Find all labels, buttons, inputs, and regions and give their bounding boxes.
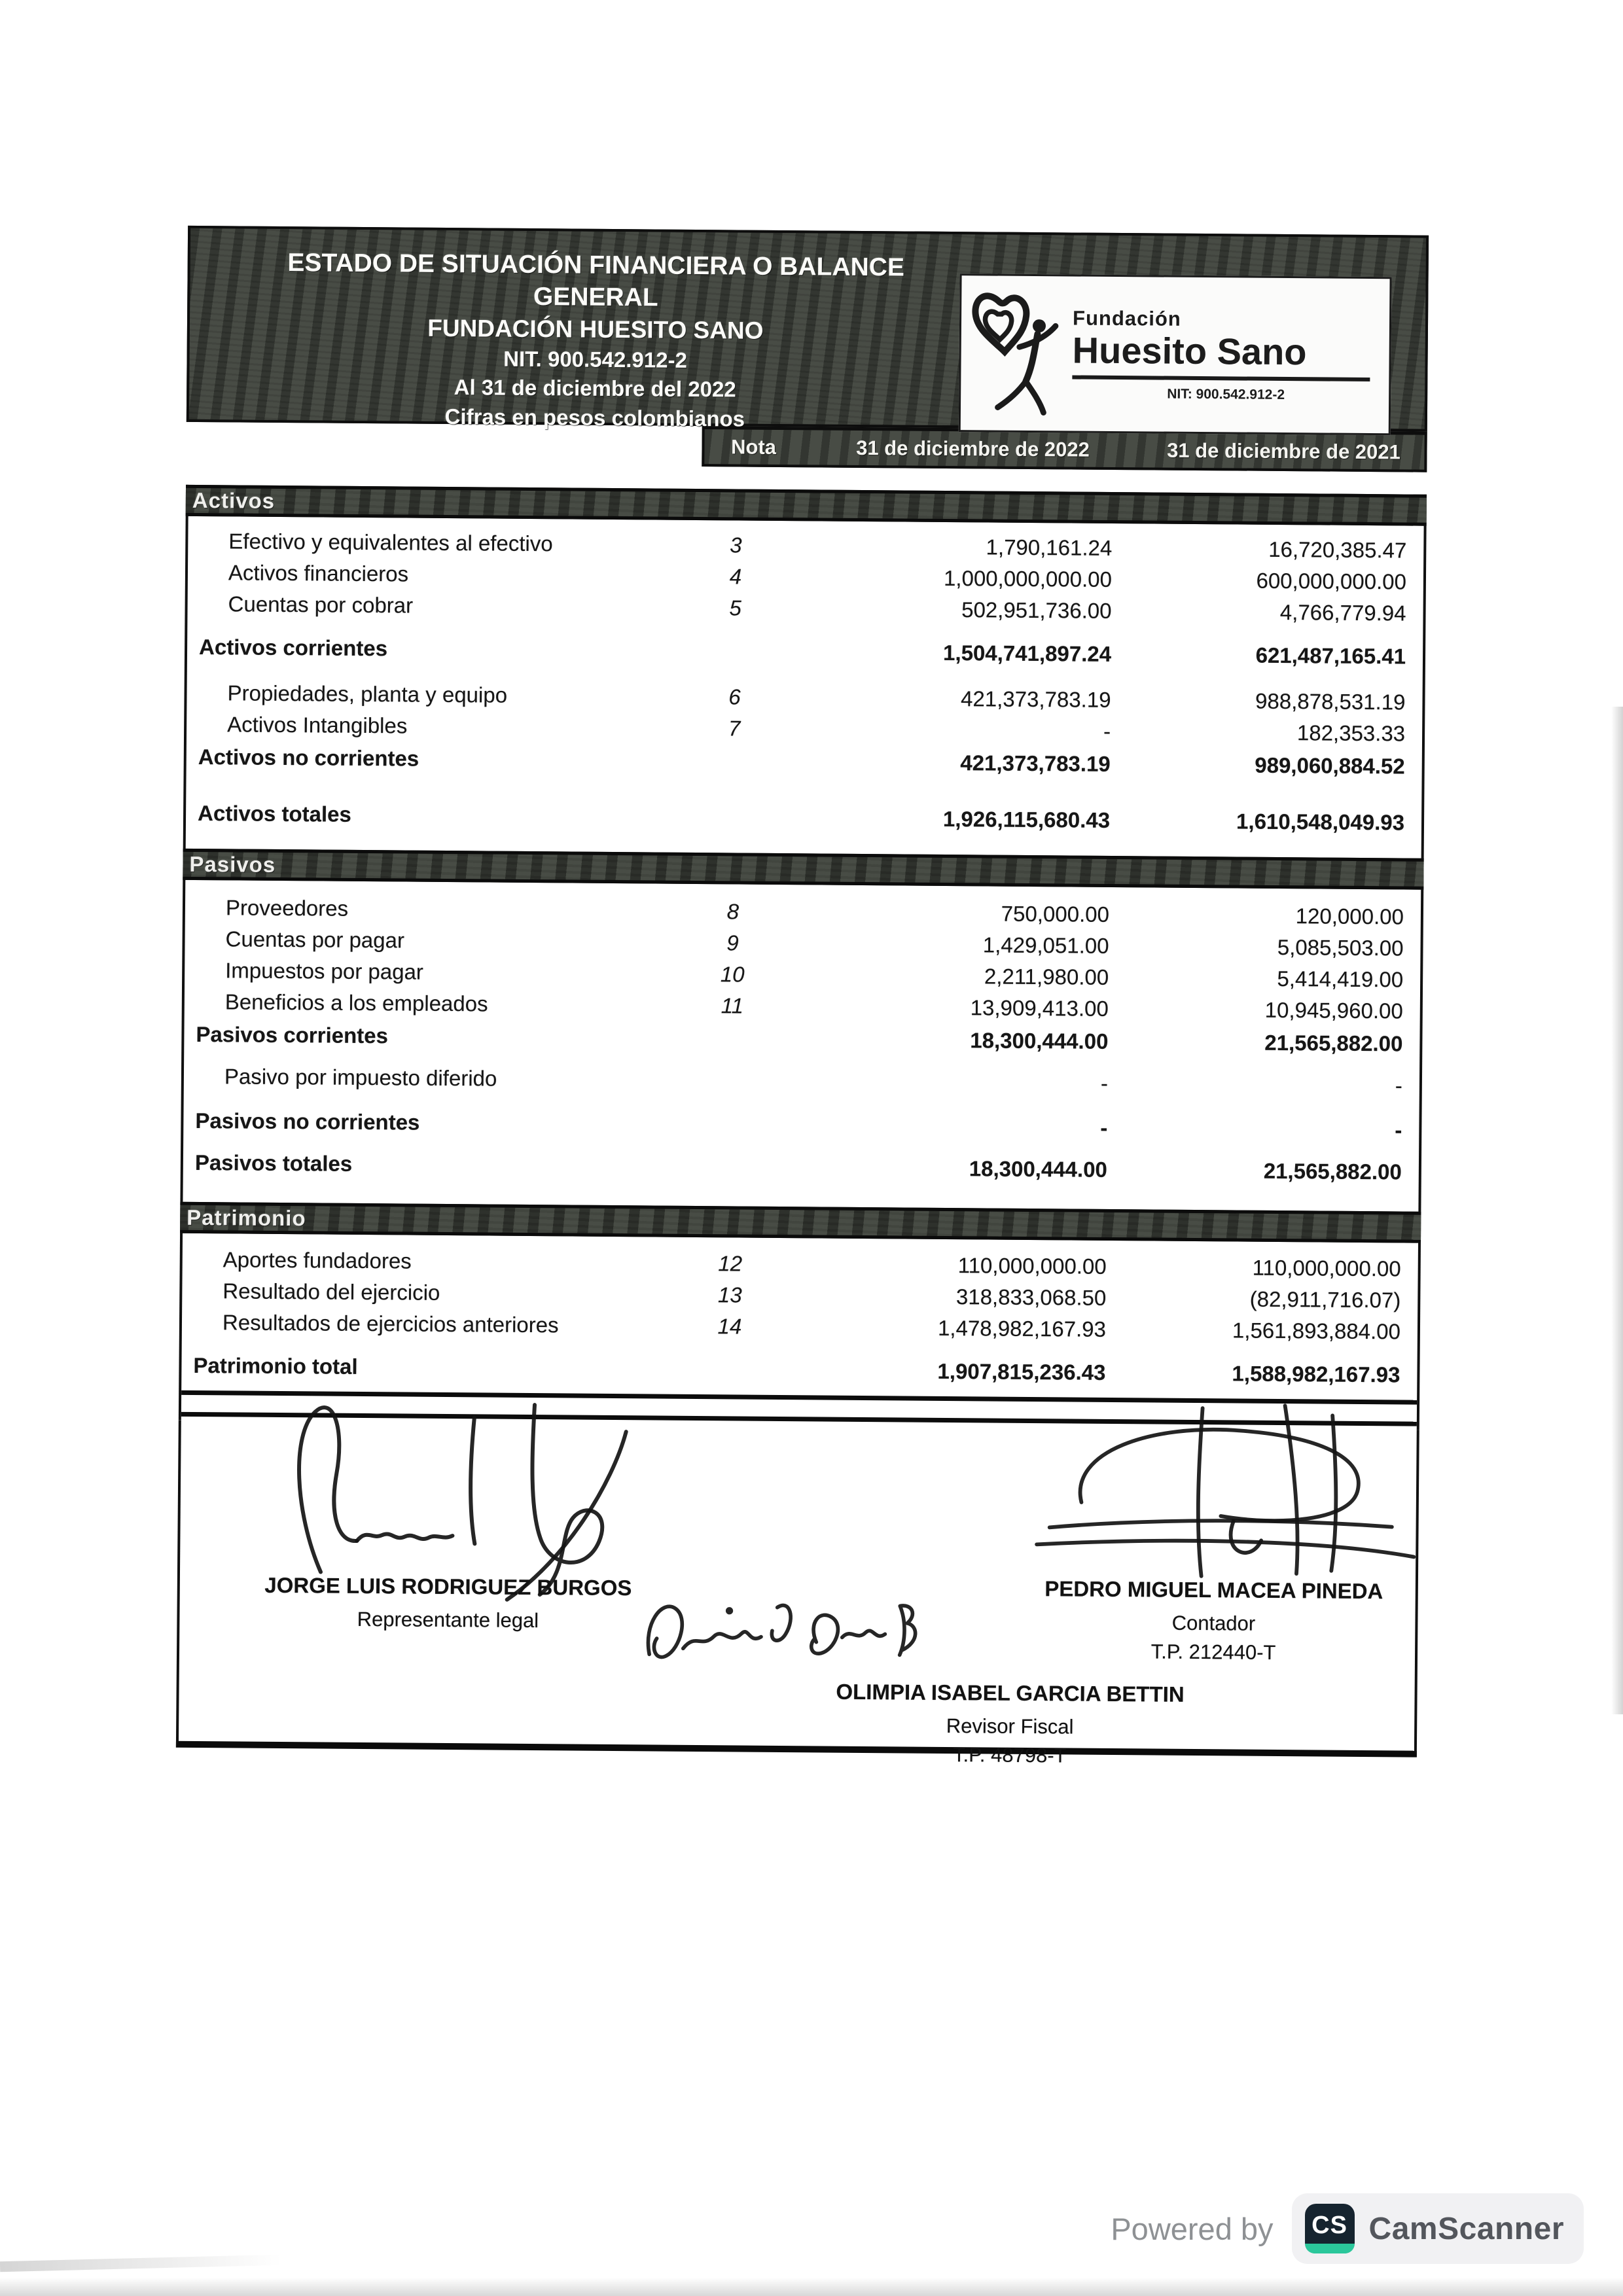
fiscal-auditor-role: Revisor Fiscal xyxy=(946,1714,1074,1739)
section-band-patrimonio xyxy=(180,1202,1421,1243)
legal-representative-role: Representante legal xyxy=(357,1607,539,1633)
row-label: Propiedades, planta y equipo xyxy=(227,680,508,707)
camscanner-brand-name: CamScanner xyxy=(1368,2211,1564,2246)
row-value-2021: 621,487,165.41 xyxy=(1255,643,1406,669)
section-title: Activos xyxy=(192,487,276,513)
document-title-block xyxy=(228,247,963,435)
row-label: Cuentas por pagar xyxy=(225,927,405,953)
logo-text-block xyxy=(1068,306,1380,404)
row-nota: 9 xyxy=(726,930,739,955)
row-value-2022: 1,478,982,167.93 xyxy=(937,1315,1107,1341)
camscanner-icon-teal-bar xyxy=(1305,2244,1355,2253)
section-band-pasivos xyxy=(183,849,1423,890)
row-value-2022: 421,373,783.19 xyxy=(960,686,1111,712)
row-value-2021: - xyxy=(1395,1073,1403,1098)
powered-by-label: Powered by xyxy=(1111,2211,1274,2246)
heart-figure-icon xyxy=(970,286,1069,421)
row-value-2022: - xyxy=(1103,718,1111,743)
balance-table xyxy=(179,485,1427,1430)
row-nota: 4 xyxy=(729,564,742,589)
accountant-license: T.P. 212440-T xyxy=(1150,1640,1276,1664)
fiscal-auditor-name: OLIMPIA ISABEL GARCIA BETTIN xyxy=(836,1679,1185,1706)
camscanner-brand-link[interactable] xyxy=(1292,2193,1584,2264)
row-value-2022: - xyxy=(1100,1115,1108,1140)
row-value-2022: 421,373,783.19 xyxy=(960,751,1111,776)
row-nota xyxy=(685,761,783,762)
row-value-2021: 182,353.33 xyxy=(1296,720,1406,746)
row-value-2021: 988,878,531.19 xyxy=(1255,688,1406,715)
row-value-2021: 5,414,419.00 xyxy=(1277,966,1404,992)
row-nota: 12 xyxy=(718,1251,743,1276)
table-row-total xyxy=(183,1146,1419,1190)
row-value-2022: 502,951,736.00 xyxy=(961,597,1112,623)
row-value-2021: 1,610,548,049.93 xyxy=(1236,809,1405,835)
row-label: Resultados de ejercicios anteriores xyxy=(222,1310,559,1337)
row-value-2021: 21,565,882.00 xyxy=(1263,1158,1402,1184)
accountant-name: PEDRO MIGUEL MACEA PINEDA xyxy=(1044,1576,1383,1604)
row-label: Pasivo por impuesto diferido xyxy=(224,1064,497,1091)
currency-note: Cifras en pesos colombianos xyxy=(444,404,745,431)
signature-accountant xyxy=(1011,1388,1418,1594)
foundation-logo xyxy=(959,274,1392,435)
row-value-2022: 1,907,815,236.43 xyxy=(937,1358,1106,1385)
row-value-2021: 600,000,000.00 xyxy=(1256,568,1407,594)
row-nota: 13 xyxy=(717,1282,742,1307)
row-label: Activos corrientes xyxy=(198,634,388,661)
section-band-activos xyxy=(186,485,1427,526)
row-value-2021: - xyxy=(1395,1118,1402,1142)
signature-fiscal-auditor xyxy=(624,1574,933,1675)
camscanner-icon xyxy=(1305,2204,1355,2253)
fiscal-auditor-license: T.P. 48798-T xyxy=(952,1743,1067,1767)
table-row-subtotal xyxy=(183,1104,1419,1148)
row-nota: 5 xyxy=(729,595,741,620)
table-row-subtotal xyxy=(187,630,1423,674)
entity-nit: NIT. 900.542.912-2 xyxy=(503,346,688,372)
row-value-2022: 750,000.00 xyxy=(1001,901,1110,927)
row-value-2021: (82,911,716.07) xyxy=(1249,1286,1401,1313)
row-value-2021: 5,085,503.00 xyxy=(1277,934,1404,961)
row-nota: 10 xyxy=(720,962,745,987)
entity-name: FUNDACIÓN HUESITO SANO xyxy=(427,314,764,344)
page-title: ESTADO DE SITUACIÓN FINANCIERA O BALANCE GENERAL xyxy=(287,249,905,312)
row-value-2022: - xyxy=(1100,1070,1109,1095)
row-value-2021: 1,588,982,167.93 xyxy=(1232,1361,1400,1387)
row-label: Pasivos totales xyxy=(194,1150,353,1176)
row-value-2022: 1,429,051.00 xyxy=(982,932,1109,958)
row-value-2021: 989,060,884.52 xyxy=(1255,752,1405,779)
logo-underline xyxy=(1072,375,1370,381)
row-value-2022: 1,504,741,897.24 xyxy=(943,640,1112,666)
logo-line1: Fundación xyxy=(1072,306,1181,330)
row-value-2022: 18,300,444.00 xyxy=(969,1156,1108,1182)
row-label: Proveedores xyxy=(225,895,349,921)
scan-shadow-bottom xyxy=(0,2278,1623,2296)
row-label: Resultado del ejercicio xyxy=(223,1279,440,1305)
row-nota: 3 xyxy=(730,533,742,557)
row-label: Pasivos corrientes xyxy=(196,1021,389,1048)
row-label: Efectivo y equivalentes al efectivo xyxy=(228,529,553,556)
row-label: Activos financieros xyxy=(228,560,409,586)
row-nota xyxy=(686,651,784,652)
row-label: Pasivos no corrientes xyxy=(195,1108,420,1135)
row-nota: 6 xyxy=(728,684,741,709)
row-value-2022: 13,909,413.00 xyxy=(970,995,1109,1021)
row-value-2021: 21,565,882.00 xyxy=(1264,1030,1403,1056)
row-label: Aportes fundadores xyxy=(223,1247,412,1273)
row-nota xyxy=(683,1080,781,1081)
row-label: Impuestos por pagar xyxy=(225,958,424,984)
row-label: Activos no corrientes xyxy=(198,744,419,771)
row-nota xyxy=(685,817,783,818)
camscanner-footer xyxy=(0,2193,1584,2264)
row-value-2022: 1,790,161.24 xyxy=(986,535,1113,560)
row-value-2021: 16,720,385.47 xyxy=(1268,537,1407,563)
row-nota: 14 xyxy=(717,1314,742,1339)
section-title: Pasivos xyxy=(189,851,276,877)
row-value-2022: 18,300,444.00 xyxy=(970,1028,1109,1053)
signatures-area xyxy=(176,1421,1419,1767)
row-nota: 8 xyxy=(726,899,740,924)
fiscal-auditor-block xyxy=(800,1679,1220,1769)
camscanner-icon-letters: CS xyxy=(1311,2211,1347,2239)
row-value-2021: 4,766,779.94 xyxy=(1279,599,1406,626)
row-label: Patrimonio total xyxy=(193,1352,358,1379)
row-value-2022: 2,211,980.00 xyxy=(984,964,1109,989)
row-nota xyxy=(680,1369,778,1370)
row-nota: 11 xyxy=(721,993,744,1018)
row-value-2022: 1,000,000,000.00 xyxy=(943,565,1113,592)
row-value-2022: 1,926,115,680.43 xyxy=(942,806,1111,832)
accountant-role: Contador xyxy=(1171,1611,1256,1635)
column-header-2021: 31 de diciembre de 2021 xyxy=(1167,438,1400,463)
statement-date: Al 31 de diciembre del 2022 xyxy=(454,375,736,402)
logo-nit: NIT: 900.542.912-2 xyxy=(1167,386,1285,402)
row-value-2022: 110,000,000.00 xyxy=(957,1253,1107,1279)
scanned-balance-sheet xyxy=(176,226,1429,1767)
legal-representative-name: JORGE LUIS RODRIGUEZ BURGOS xyxy=(264,1572,632,1600)
row-nota: 7 xyxy=(728,716,741,741)
row-label: Activos Intangibles xyxy=(227,712,408,738)
table-row-total xyxy=(186,796,1421,840)
row-nota xyxy=(683,1038,781,1039)
row-value-2022: 318,833,068.50 xyxy=(955,1284,1107,1310)
row-label: Activos totales xyxy=(197,800,351,826)
row-value-2021: 1,561,893,884.00 xyxy=(1232,1318,1401,1344)
row-label: Cuentas por cobrar xyxy=(228,592,414,618)
logo-line2: Huesito Sano xyxy=(1072,328,1307,372)
row-value-2021: 10,945,960.00 xyxy=(1264,997,1403,1023)
column-header-2022: 31 de diciembre de 2022 xyxy=(856,436,1090,461)
column-header-nota: Nota xyxy=(730,434,777,459)
document-header-band xyxy=(187,226,1429,432)
row-value-2021: 110,000,000.00 xyxy=(1252,1255,1401,1281)
accountant-block xyxy=(1004,1576,1423,1666)
section-title: Patrimonio xyxy=(187,1205,306,1231)
table-row xyxy=(184,1061,1419,1102)
legal-representative-block xyxy=(238,1573,658,1634)
row-value-2021: 120,000.00 xyxy=(1295,904,1404,929)
row-label: Beneficios a los empleados xyxy=(224,989,488,1016)
scan-shadow-right xyxy=(1611,707,1623,1714)
